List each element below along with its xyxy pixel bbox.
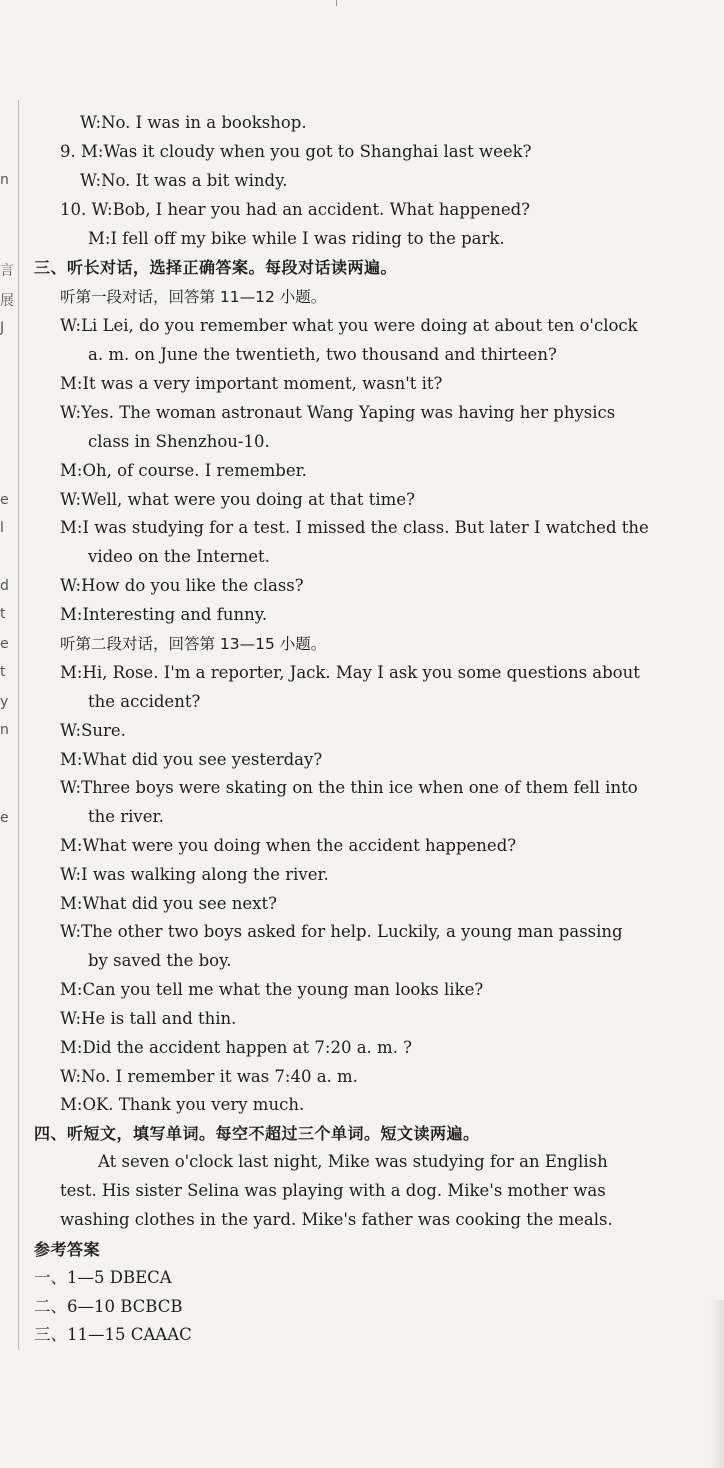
- passage-line: At seven o'clock last night, Mike was studying for an English: [98, 1152, 608, 1171]
- edge-glyph: 展: [0, 293, 14, 309]
- answer-key-line: 三、11—15 CAAAC: [34, 1325, 192, 1344]
- scan-mark: [336, 0, 337, 6]
- dialogue-line: W:Three boys were skating on the thin ice when one of them fell into: [60, 778, 638, 797]
- dialogue-line: M:Did the accident happen at 7:20 a. m. ?: [60, 1038, 413, 1057]
- dialogue-line: a. m. on June the twentieth, two thousand and thirteen?: [88, 345, 557, 364]
- dialogue-line: M:I fell off my bike while I was riding to the park.: [88, 229, 505, 248]
- dialogue-line: W:The other two boys asked for help. Luckily, a young man passing: [60, 922, 623, 941]
- question-line: 9. M:Was it cloudy when you got to Shanghai last week?: [60, 142, 532, 161]
- dialogue-line: by saved the boy.: [88, 951, 232, 970]
- dialogue-line: W:Well, what were you doing at that time?: [60, 490, 415, 509]
- edge-glyph: d: [0, 578, 9, 594]
- dialogue-line: W:He is tall and thin.: [60, 1009, 237, 1028]
- edge-glyph: t: [0, 606, 6, 622]
- dialogue-line: M:It was a very important moment, wasn't it?: [60, 374, 443, 393]
- dialogue-line: M:Can you tell me what the young man looks like?: [60, 980, 484, 999]
- dialogue-line: M:Interesting and funny.: [60, 605, 268, 624]
- dialogue-line: M:What did you see yesterday?: [60, 750, 323, 769]
- instruction-line: 听第一段对话，回答第 11—12 小题。: [60, 288, 327, 306]
- instruction-line: 听第二段对话，回答第 13—15 小题。: [60, 635, 327, 653]
- edge-glyph: e: [0, 492, 9, 508]
- dialogue-line: W:How do you like the class?: [60, 576, 304, 595]
- dialogue-line: W:I was walking along the river.: [60, 865, 329, 884]
- dialogue-line: W:No. I was in a bookshop.: [80, 113, 307, 132]
- edge-glyph: e: [0, 810, 9, 826]
- dialogue-line: the accident?: [88, 692, 201, 711]
- question-line: 10. W:Bob, I hear you had an accident. What happened?: [60, 200, 531, 219]
- edge-glyph: e: [0, 636, 9, 652]
- section-heading: 三、听长对话，选择正确答案。每段对话读两遍。: [34, 258, 398, 277]
- dialogue-line: M:OK. Thank you very much.: [60, 1095, 305, 1114]
- dialogue-line: W:Li Lei, do you remember what you were doing at about ten o'clock: [60, 316, 638, 335]
- page-edge-shadow: [710, 1300, 724, 1468]
- dialogue-line: the river.: [88, 807, 164, 826]
- answer-key-title: 参考答案: [34, 1240, 101, 1259]
- dialogue-line: W:Sure.: [60, 721, 126, 740]
- dialogue-line: M:I was studying for a test. I missed the class. But later I watched the: [60, 518, 649, 537]
- edge-glyph: 言: [0, 263, 14, 279]
- passage-line: test. His sister Selina was playing with a dog. Mike's mother was: [60, 1181, 606, 1200]
- dialogue-line: M:What were you doing when the accident happened?: [60, 836, 517, 855]
- dialogue-line: M:What did you see next?: [60, 894, 277, 913]
- edge-glyph: l: [0, 520, 4, 536]
- dialogue-line: W:No. It was a bit windy.: [80, 171, 288, 190]
- dialogue-line: W:No. I remember it was 7:40 a. m.: [60, 1067, 358, 1086]
- edge-glyph: y: [0, 694, 9, 710]
- dialogue-line: class in Shenzhou-10.: [88, 432, 270, 451]
- answer-key-line: 一、1—5 DBECA: [34, 1268, 172, 1287]
- edge-glyph: n: [0, 722, 9, 738]
- edge-glyph: n: [0, 172, 9, 188]
- dialogue-line: video on the Internet.: [88, 547, 270, 566]
- dialogue-line: M:Hi, Rose. I'm a reporter, Jack. May I ask you some questions about: [60, 663, 640, 682]
- section-heading: 四、听短文，填写单词。每空不超过三个单词。短文读两遍。: [34, 1124, 480, 1143]
- edge-glyph: t: [0, 664, 6, 680]
- dialogue-line: M:Oh, of course. I remember.: [60, 461, 307, 480]
- answer-key-line: 二、6—10 BCBCB: [34, 1297, 183, 1316]
- dialogue-line: W:Yes. The woman astronaut Wang Yaping was having her physics: [60, 403, 616, 422]
- edge-glyph: J: [0, 320, 5, 336]
- passage-line: washing clothes in the yard. Mike's father was cooking the meals.: [60, 1210, 613, 1229]
- binding-rule: [18, 100, 19, 1350]
